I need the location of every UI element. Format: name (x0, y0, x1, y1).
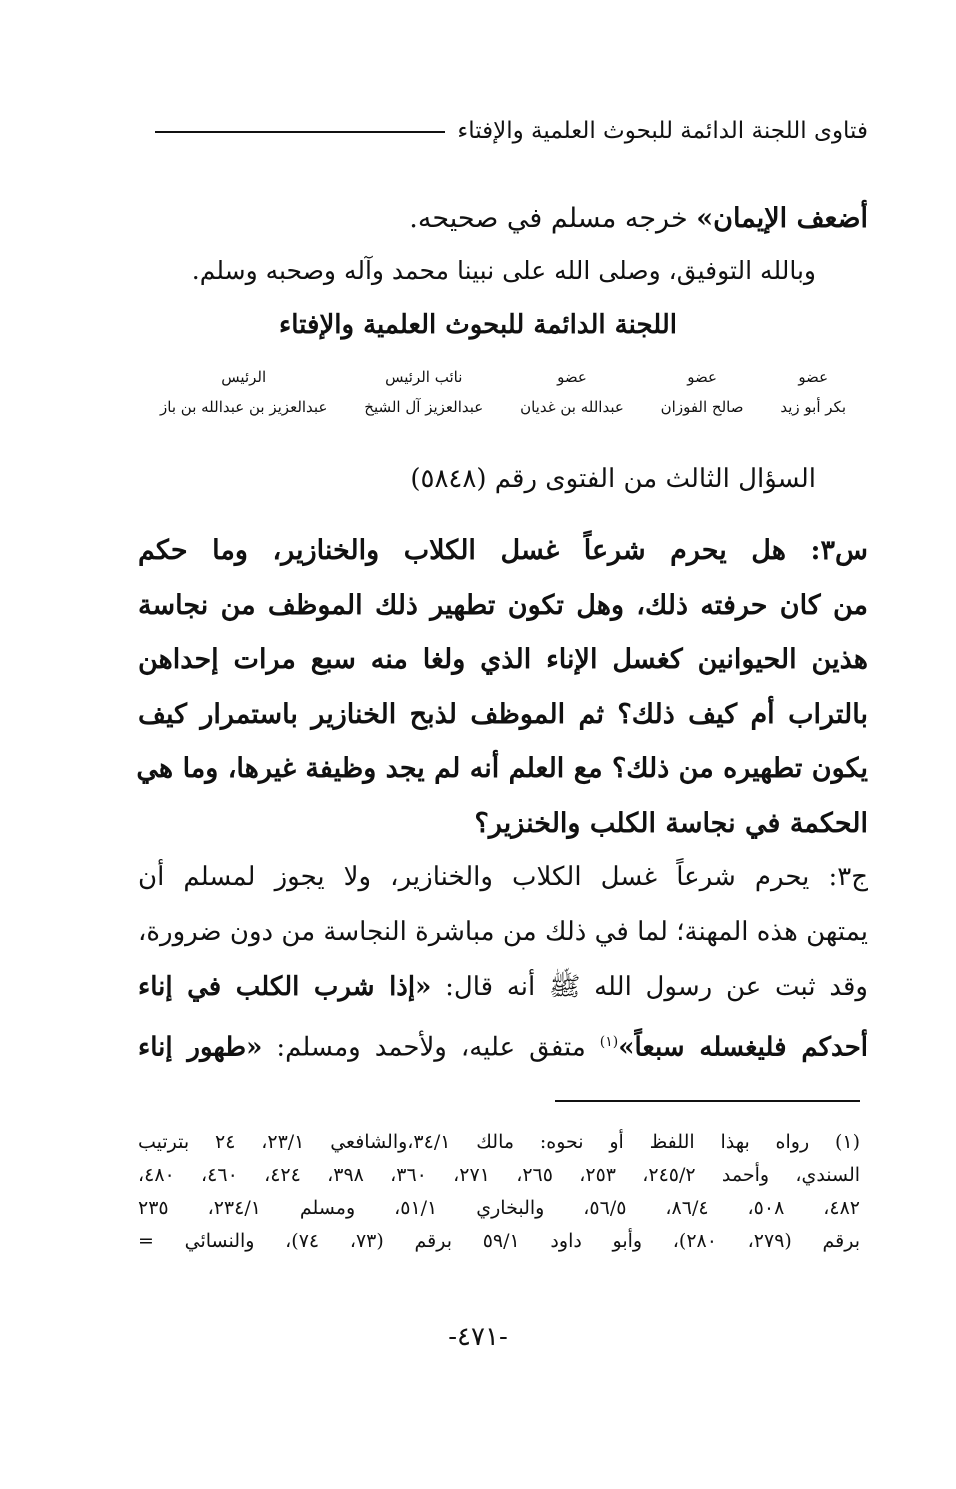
hadith-quote: «طهور إناء (138, 1032, 263, 1063)
signature-president (160, 368, 327, 416)
closing-prayer: وبالله التوفيق، وصلى الله على نبينا محمد وآله وصحبه وسلم. (191, 256, 816, 285)
page-number: -٤٧١- (448, 1322, 508, 1352)
running-header (155, 118, 868, 144)
signature-member-1 (780, 368, 846, 416)
signatures (160, 368, 846, 416)
signature-name: عبدالعزيز بن عبدالله بن باز (160, 398, 328, 416)
question-block (138, 524, 868, 851)
answer-line-4 (138, 1015, 868, 1076)
signature-role: نائب الرئيس (385, 368, 463, 386)
running-title: فتاوى اللجنة الدائمة للبحوث العلمية والإفتاء (457, 118, 868, 144)
hadith-quote: «إذا شرب الكلب في إناء (138, 972, 432, 1002)
question-line: س٣: هل يحرم شرعاً غسل الكلاب والخنازير، وما حكم (138, 535, 868, 566)
question-line: من كان حرفته ذلك، وهل تكون تطهير ذلك الموظف من نجاسة (138, 589, 868, 621)
answer-line: ج٣: يحرم شرعاً غسل الكلاب والخنازير، ولا يجوز لمسلم أن (138, 862, 868, 892)
answer-line-3 (138, 960, 868, 1015)
signature-name: صالح الفوزان (660, 398, 744, 416)
fatwa-number-heading: السؤال الثالث من الفتوى رقم (٥٨٤٨) (410, 464, 816, 494)
footnote-line: ٤٨٢، ٥٠٨، ٨٦/٤، ٥٦/٥، والبخاري ٥١/١، ومسلم ٢٣٤/١، ٢٣٥ (138, 1197, 861, 1219)
header-rule (155, 131, 445, 133)
answer-text: وقد ثبت عن رسول الله ﷺ أنه قال: (431, 972, 868, 1002)
footnote-line: السندي، وأحمد ٢٤٥/٢، ٢٥٣، ٢٦٥، ٢٧١، ٣٦٠، ٣٩٨، ٤٢٤، ٤٦٠، ٤٨٠، (138, 1164, 861, 1186)
signature-name: بكر أبو زيد (780, 398, 846, 416)
question-line: الحكمة في نجاسة الكلب والخنزير؟ (474, 807, 868, 839)
committee-name: اللجنة الدائمة للبحوث العلمية والإفتاء (279, 310, 677, 340)
footnote-rule (555, 1100, 860, 1102)
footnote-line: برقم (٢٧٩، ٢٨٠)، وأبو داود ٥٩/١ برقم (٧٣، ٧٤)، والنسائي = (138, 1230, 861, 1252)
footnote-marker: (١) (599, 1034, 619, 1050)
signature-member-2 (661, 368, 744, 416)
signature-member-3 (520, 368, 624, 416)
hadith-end-quote: أضعف الإيمان» (696, 203, 868, 234)
answer-line: يمتهن هذه المهنة؛ لما في ذلك من مباشرة النجاسة من دون ضرورة، (138, 917, 868, 947)
intro-line-1 (138, 203, 868, 234)
signature-name: عبدالله بن غديان (520, 398, 624, 416)
question-line: يكون تطهيره من ذلك؟ مع العلم أنه لم يجد وظيفة غيرها، وما هي (136, 753, 868, 784)
signature-name: عبدالعزيز آل الشيخ (364, 398, 484, 416)
question-line: هذين الحيوانين كغسل الإناء الذي ولغا منه سبع مرات إحداهن (138, 644, 868, 675)
signature-role: عضو (798, 368, 829, 386)
hadith-source: خرجه مسلم في صحيحه. (409, 203, 697, 234)
hadith-quote: أحدكم فليغسله سبعاً» (618, 1032, 868, 1063)
signature-vice-president (364, 368, 483, 416)
question-line: بالتراب أم كيف ذلك؟ ثم الموظف لذبح الخنازير باستمرار كيف (138, 698, 868, 730)
signature-role: عضو (687, 368, 717, 386)
signature-role: الرئيس (221, 368, 267, 386)
answer-block (138, 850, 868, 1076)
answer-text: متفق عليه، ولأحمد ومسلم: (262, 1032, 600, 1063)
signature-role: عضو (557, 368, 587, 386)
footnote-line: (١) رواه بهذا اللفظ أو نحوه: مالك ٣٤/١،والشافعي ٢٣/١، ٢٤ بترتيب (138, 1131, 860, 1153)
footnote-block (138, 1126, 860, 1258)
